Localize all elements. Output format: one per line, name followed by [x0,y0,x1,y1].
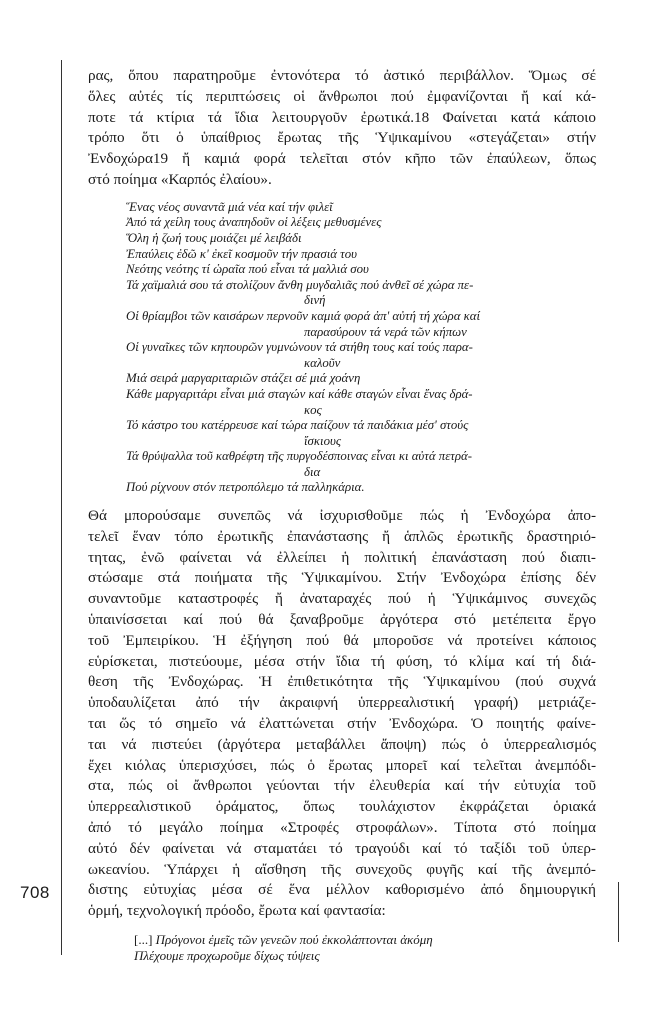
poem-verse-text: Ἕνας νέος συναντᾶ μιά νέα καί τήν φιλεῖ [126,199,333,214]
text-line: Ἐνδοχώρα19 ἤ καμιά φορά τελεῖται στόν κῆπο τῶν ἐπαύλεων, ὅπως [88,150,596,168]
poem-verse-continuation: δια [304,464,321,479]
poem-excerpt [126,200,596,496]
left-margin-rule [61,60,62,955]
text-line: τητας, ἐνῶ φαίνεται νά ἐλλείπει ἡ πολιτική ἐπανάσταση πού διαπι- [88,548,596,566]
poem-verse-text: Μιά σειρά μαργαριταριῶν στάζει σέ μιά χοάνη [126,371,361,386]
poem-verse-text: Ὅλη ἡ ζωή τους μοιάζει μέ λειβάδι [126,230,302,245]
text-line: διστης εὐτυχίας μέσα σέ ἕνα μέλλον καθορισμένο ἀπό δημιουργική [88,881,596,899]
poem-verse [126,418,596,449]
poem-verse [126,278,596,309]
quote-line-1: [...] Πρόγονοι ἐμεῖς τῶν γενεῶν πού ἐκκολάπτονται ἀκόμη [134,932,433,947]
text-line: στώσαμε στά ποιήματα τῆς Ὑψικαμίνου. Στήν Ἐνδοχώρα ἐπίσης δέν [88,569,596,587]
text-line: θεση τῆς Ἐνδοχώρας. Ἡ ἐπιθετικότητα τῆς Ὑψικαμίνου (πού συχνά [88,673,596,691]
poem-verse [126,449,596,480]
right-margin-mark [618,882,619,942]
closing-quotation [134,932,596,964]
poem-verse-continuation: κος [304,402,322,417]
poem-verse-text: Ἀπό τά χείλη τους ἀναπηδοῦν οἱ λέξεις μεθυσμένες [126,215,382,230]
text-block [88,66,596,964]
poem-verse [126,309,596,340]
poem-verse [126,247,596,263]
poem-verse-continuation: ἴσκιους [304,433,342,448]
poem-verse-text: Ἐπαύλεις ἐδῶ κ' ἐκεῖ κοσμοῦν τήν πρασιά του [126,246,358,261]
poem-verse-continuation: καλοῦν [304,355,341,370]
text-line: εὑρίσκεται, πιστεύουμε, μέσα στήν ἴδια τή φύση, τό κλίμα καί τή διά- [88,652,596,670]
poem-verse [126,262,596,278]
text-line: στό ποίημα «Καρπός ἐλαίου». [88,170,272,188]
text-line: ται ὥς τό σημεῖο νά ἐλαττώνεται στήν Ἐνδοχώρα. Ὁ ποιητής φαίνε- [88,715,596,733]
text-line: ται νά πιστεύει (ἀργότερα μεταβάλλει ἄποψη) πώς ὁ ὑπερρεαλισμός [88,735,596,753]
text-line: ὅλες αὐτές τίς περιπτώσεις οἱ ἄνθρωποι πού ἐμφανίζονται ἤ καί κά- [88,87,596,105]
poem-verse [126,480,596,496]
poem-verse-text: Οἱ γυναῖκες τῶν κηπουρῶν γυμνώνουν τά στήθη τους καί τούς παρα- [126,340,473,355]
poem-verse-continuation: παρασύρουν τά νερά τῶν κήπων [304,324,467,339]
poem-verse [126,387,596,418]
text-line: ὑπαινίσσεται καί πού θά ξαναβροῦμε ἀργότερα στό μετέπειτα ἔργο [88,611,596,629]
poem-verse-text: Οἱ θρίαμβοι τῶν καισάρων περνοῦν καμιά φορά ἀπ' αὐτή τή χώρα καί [126,308,481,323]
text-line: τρόπο ὅτι ὁ ὑπαίθριος ἔρωτας τῆς Ὑψικαμίνου «στεγάζεται» στήν [88,129,596,147]
poem-verse [126,371,596,387]
text-line: ὑπερρεαλιστικοῦ ὁράματος, ὅπως τουλάχιστον ἐκφράζεται ὁριακά [88,798,596,816]
text-line: ἔχει κιόλας ὑπερισχύσει, πώς ὁ ἔρωτας μπορεῖ καί τελεῖται ἀνεμπόδι- [88,756,596,774]
poem-verse [126,340,596,371]
poem-verse-text: Πού ρίχνουν στόν πετροπόλεμο τά παλληκάρια. [126,480,365,495]
quote-line-2: Πλέχουμε προχωροῦμε δίχως τύψεις [134,948,320,963]
paragraph-1 [88,66,596,191]
poem-verse [126,215,596,231]
text-line: ρας, ὅπου παρατηροῦμε ἐντονότερα τό ἀστικό περιβάλλον. Ὅμως σέ [88,67,596,84]
text-line: στα, πώς οἱ ἄνθρωποι γεύονται τήν ἐλευθερία καί τήν εὐτυχία τοῦ [88,777,596,795]
poem-verse-text: Τά χαϊμαλιά σου τά στολίζουν ἄνθη μυγδαλιᾶς πού ἀνθεῖ σέ χώρα πε- [126,277,474,292]
text-line: τελεῖ ἕναν τόπο ἐρωτικῆς ἐπανάστασης ἤ ἁπλῶς ἐρωτικῆς δραστηριό- [88,527,596,545]
page-number: 708 [20,883,50,902]
text-line: ὁρμή, τεχνολογική πρόοδο, ἔρωτα καί φαντασία: [88,902,386,920]
text-line: Θά μπορούσαμε συνεπῶς νά ἰσχυρισθοῦμε πώς ἡ Ἐνδοχώρα ἀπο- [88,507,596,525]
text-line: ωκεανίου. Ὑπάρχει ἡ αἴσθηση τῆς συνεχοῦς φυγῆς καί τῆς ἀνεμπό- [88,860,596,878]
poem-verse-text: Τά θρύψαλλα τοῦ καθρέφτη τῆς πυργοδέσποινας εἶναι κι αὐτά πετρά- [126,449,472,464]
poem-verse-text: Τό κάστρο του κατέρρευσε καί τώρα παίζουν τά παιδάκια μέσ' στούς [126,418,469,433]
poem-verse-text: Νεότης νεότης τί ὡραῖα πού εἶναι τά μαλλιά σου [126,262,369,277]
text-line: ἀπό τό μεγάλο ποίημα «Στροφές στροφάλων». Τίποτα στό ποίημα [88,819,596,837]
text-line: ὑποδαυλίζεται ἀπό τήν ἀκραιφνή ὑπερρεαλιστική γραφή) μετριάζε- [88,694,596,712]
poem-verse-text: Κάθε μαργαριτάρι εἶναι μιά σταγών καί κάθε σταγών εἶναι ἕνας δρά- [126,386,473,401]
poem-verse-continuation: δινή [304,293,326,308]
text-line: αὐτό δέν φαίνεται νά σταματάει τό τραγούδι καί τό ταξίδι τοῦ ὑπερ- [88,839,596,857]
text-line: ποτε τά κτίρια τά ἴδια λειτουργοῦν ἐρωτικά.18 Φαίνεται κατά κάποιο [88,108,596,126]
poem-verse [126,231,596,247]
paragraph-2 [88,506,596,922]
poem-verse [126,200,596,216]
text-line: τοῦ Ἐμπειρίκου. Ἡ ἐξήγηση πού θά μποροῦσε νά προτείνει κάποιος [88,631,596,649]
text-line: συναντοῦμε καταστροφές ἤ ἀναταραχές πού ἡ Ὑψικάμινος συνεχῶς [88,590,596,608]
ellipsis-bracket: [...] [134,932,153,947]
